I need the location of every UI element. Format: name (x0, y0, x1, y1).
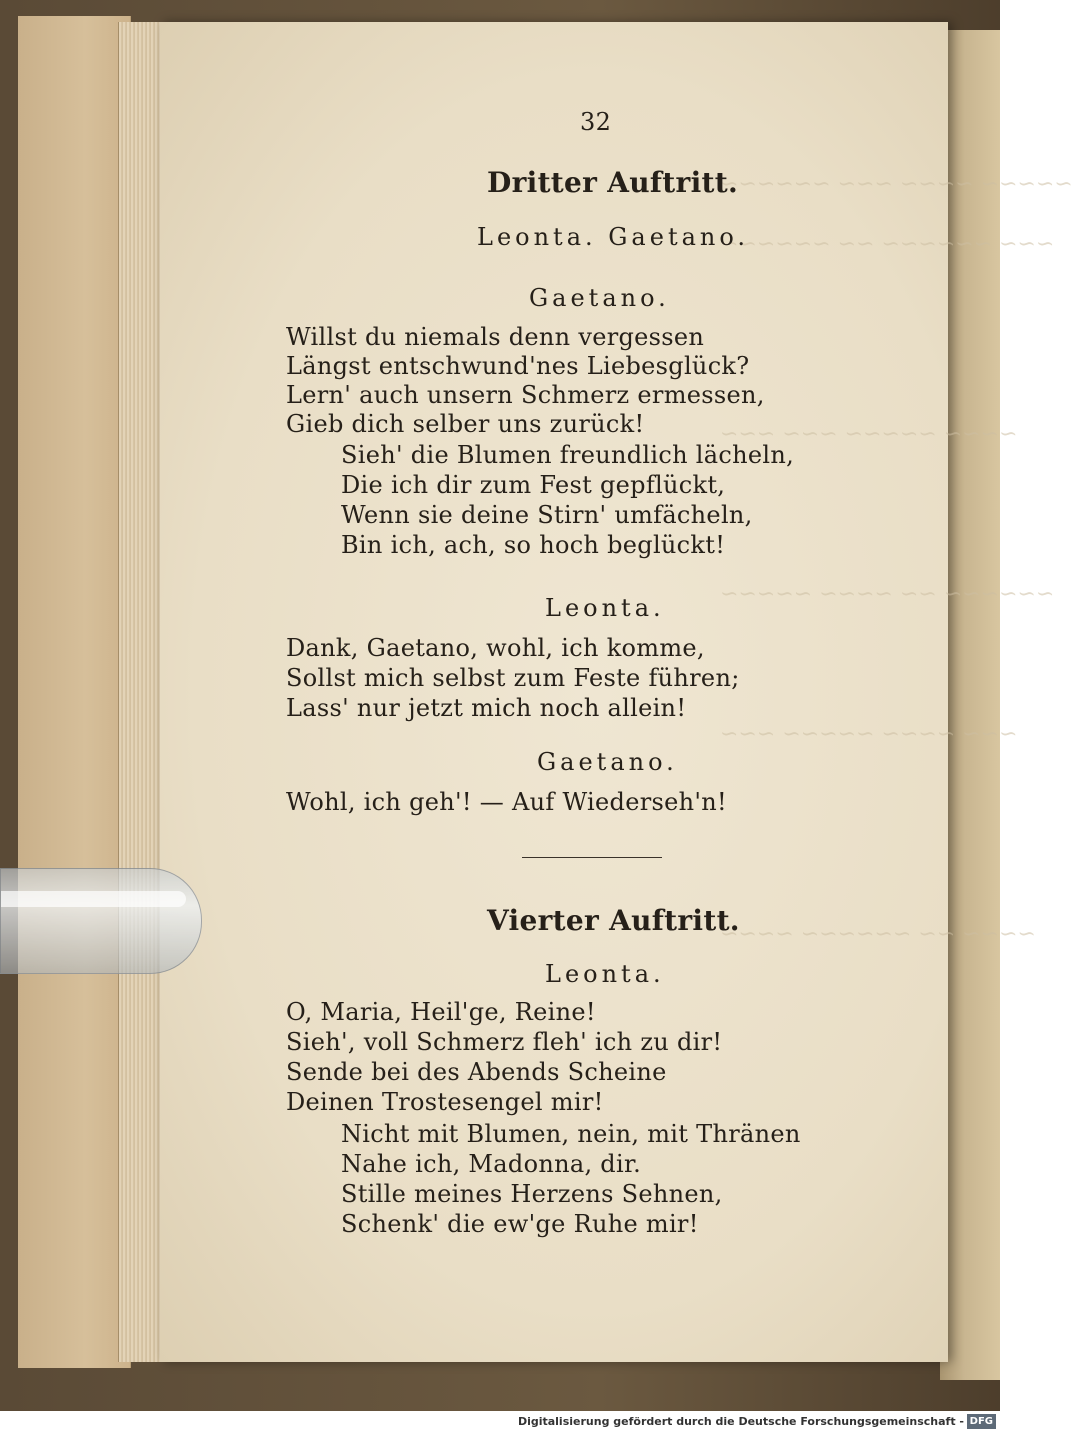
bleed-through-texture: ~~~~~ ~~~~ ~~~ ~~~~~~ (720, 172, 1073, 197)
page-stack-edge (118, 22, 165, 1362)
bleed-through-texture: ~~~~ ~~ ~~~~~~ ~~~~ (720, 922, 1036, 947)
verse-line: Stille meines Herzens Sehnen, (341, 1180, 723, 1208)
verse-line: Sieh', voll Schmerz fleh' ich zu dir! (286, 1028, 723, 1056)
verse-line: Willst du niemals denn vergessen (286, 323, 705, 351)
scene-characters: Leonta. Gaetano. (477, 223, 750, 251)
bleed-through-texture: ~~~ ~~~~~~ ~~ ~~~~~~ (720, 232, 1055, 257)
verse-line: Sollst mich selbst zum Feste führen; (286, 664, 740, 692)
speaker-name: Leonta. (545, 960, 665, 988)
verse-line: Schenk' die ew'ge Ruhe mir! (341, 1210, 699, 1238)
section-divider (522, 857, 662, 858)
bleed-through-texture: ~~~~~~ ~~ ~~~~ ~~~~~ (720, 582, 1055, 607)
verse-line: Bin ich, ach, so hoch beglückt! (341, 531, 726, 559)
scene-heading: Vierter Auftritt. (487, 904, 740, 937)
verse-line: Nicht mit Blumen, nein, mit Thränen (341, 1120, 801, 1148)
page-number: 32 (580, 108, 612, 136)
verse-line: Dank, Gaetano, wohl, ich komme, (286, 634, 705, 662)
verse-line: O, Maria, Heil'ge, Reine! (286, 998, 596, 1026)
verse-line: Deinen Trostesengel mir! (286, 1088, 604, 1116)
verse-line: Lass' nur jetzt mich noch allein! (286, 694, 687, 722)
book-back-cover (18, 16, 131, 1368)
verse-line: Längst entschwund'nes Liebesglück? (286, 352, 750, 380)
scene-heading: Dritter Auftritt. (487, 166, 739, 199)
clip-highlight (1, 891, 186, 907)
verse-line: Gieb dich selber uns zurück! (286, 410, 645, 438)
verse-line: Nahe ich, Madonna, dir. (341, 1150, 642, 1178)
speaker-name: Gaetano. (537, 748, 678, 776)
speaker-name: Gaetano. (529, 284, 670, 312)
dfg-logo: DFG (967, 1414, 996, 1429)
verse-line: Lern' auch unsern Schmerz ermessen, (286, 381, 765, 409)
bleed-through-texture: ~~~~ ~~~~~ ~~~ ~~~ (720, 422, 1018, 447)
footer-bar (0, 1411, 1000, 1433)
speaker-name: Leonta. (545, 594, 665, 622)
funding-credit: Digitalisierung gefördert durch die Deutsche Forschungsgemeinschaft - (517, 1415, 964, 1428)
verse-line: Sieh' die Blumen freundlich lächeln, (341, 441, 795, 469)
verse-line: Wohl, ich geh'! — Auf Wiederseh'n! (286, 788, 727, 816)
scanner-clip (0, 868, 202, 974)
verse-line: Wenn sie deine Stirn' umfächeln, (341, 501, 753, 529)
verse-line: Die ich dir zum Fest gepflückt, (341, 471, 726, 499)
bleed-through-texture: ~~~ ~~~~ ~~~~~ ~~~ (720, 722, 1018, 747)
verse-line: Sende bei des Abends Scheine (286, 1058, 667, 1086)
